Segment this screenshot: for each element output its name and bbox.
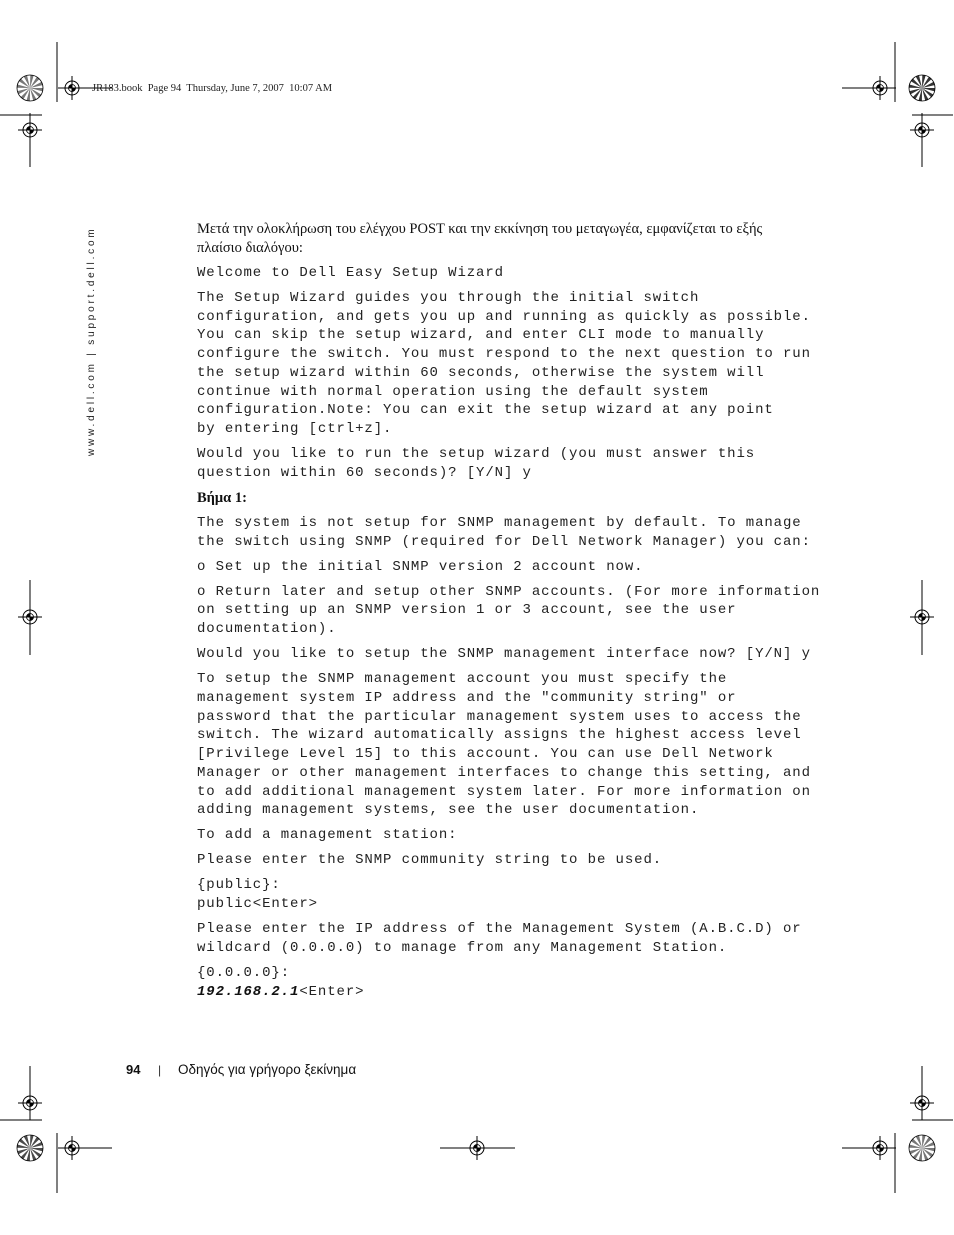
registration-mark-bottom-right-b [910, 1091, 934, 1115]
starburst-mark-top-left [17, 75, 43, 101]
starburst-mark-top-right [909, 75, 935, 101]
step-heading: Βήμα 1: [197, 489, 247, 506]
account-info-block: To setup the SNMP management account you must specify the management system IP address and the "community string" or password that the particular management system uses to access the switch. The wizard automatically assigns the highest access level [Privilege Level 15] to this account. You can use Dell Network Manager or other management interfaces to change this setting, and to add additional management system later. For more information on adding management systems, see the user documentation. [197, 671, 811, 819]
footer-separator: | [158, 1063, 162, 1077]
starburst-mark-bottom-left [17, 1135, 43, 1161]
wizard-info-block: The Setup Wizard guides you through the initial switch configuration, and gets you up and running as quickly as possible. You can skip the setup wizard, and enter CLI mode to manually configure the switch. You must respond to the next question to run the setup wizard within 60 seconds, otherwise the system will continue with normal operation using the default system configuration.Note: You can exit the setup wizard at any point by entering [ctrl+z]. [197, 289, 811, 437]
footer-guide-title: Οδηγός για γρήγορο ξεκίνημα [178, 1062, 357, 1077]
snmp-default-block: The system is not setup for SNMP management by default. To manage the switch using SNMP (required for Dell Network Manager) you can: [197, 514, 811, 550]
ip-default-block [197, 964, 917, 1002]
registration-mark-top-left-a [60, 76, 84, 100]
option-setup-now: o Set up the initial SNMP version 2 account now. [197, 558, 644, 575]
page-content [197, 220, 917, 1008]
registration-mark-bottom-left-a [18, 1091, 42, 1115]
registration-mark-top-right-a [868, 76, 892, 100]
snmp-setup-prompt: Would you like to setup the SNMP management interface now? [Y/N] y [197, 646, 811, 662]
registration-mark-top-right-b [910, 118, 934, 142]
print-slug: JR183.book Page 94 Thursday, June 7, 2007 10:07 AM [92, 83, 333, 94]
registration-mark-bottom-right-a [868, 1136, 892, 1160]
community-default-block: {public}: public<Enter> [197, 877, 318, 912]
registration-mark-top-left-b [18, 118, 42, 142]
community-prompt-line: Please enter the SNMP community string to be used. [197, 852, 663, 869]
ip-value: 192.168.2.1 [197, 983, 300, 1000]
ip-default-label: {0.0.0.0}: [197, 964, 291, 981]
registration-mark-bottom-left-b [60, 1136, 84, 1160]
option-setup-later: o Return later and setup other SNMP accounts. (For more information on setting up an SNMP version 1 or 3 account, see the user documentation). [197, 583, 821, 637]
page-number: 94 [126, 1062, 141, 1077]
starburst-mark-bottom-right [909, 1135, 935, 1161]
registration-mark-mid-left [18, 605, 42, 629]
run-wizard-prompt: Would you like to run the setup wizard (you must answer this question within 60 seconds)? [Y/N] y [197, 446, 756, 481]
ip-enter-key: <Enter> [299, 983, 365, 1000]
side-url-vertical: www.dell.com | support.dell.com [86, 226, 97, 456]
intro-paragraph: Μετά την ολοκλήρωση του ελέγχου POST και την εκκίνηση του μεταγωγέα, εμφανίζεται το εξής πλαίσιο διαλόγου: [197, 221, 763, 256]
welcome-line: Welcome to Dell Easy Setup Wizard [197, 264, 504, 281]
add-station-line: To add a management station: [197, 827, 458, 844]
registration-mark-bottom-center [465, 1136, 489, 1160]
ip-prompt-block: Please enter the IP address of the Management System (A.B.C.D) or wildcard (0.0.0.0) to manage from any Management Station. [197, 921, 802, 956]
